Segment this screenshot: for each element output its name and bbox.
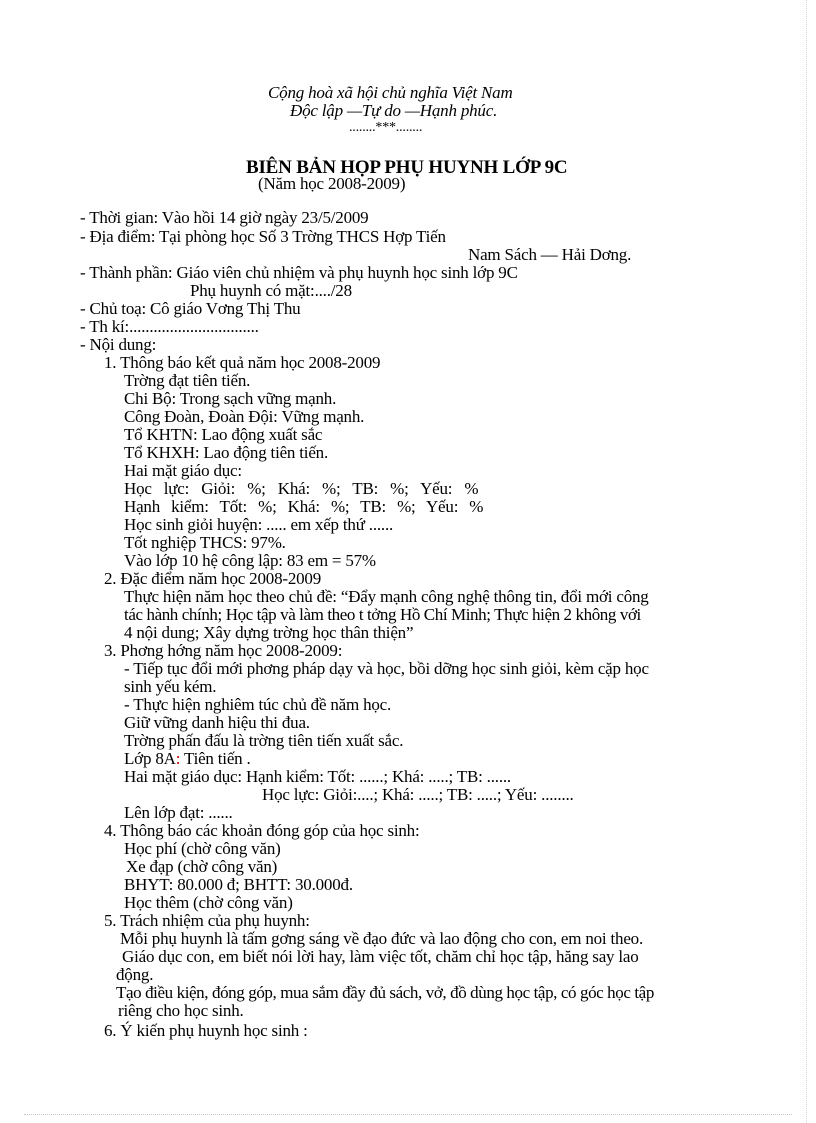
- section-4-line: Học thêm (chờ công văn): [124, 893, 293, 912]
- section-4-line: BHYT: 80.000 đ; BHTT: 30.000đ.: [124, 875, 353, 894]
- section-3-line: Giữ vững danh hiệu thi đua.: [124, 713, 310, 732]
- section-3-line: - Thực hiện nghiêm túc chủ đề năm học.: [124, 695, 392, 714]
- section-5-line: Giáo dục con, em biết nói lời hay, làm việc tốt, chăm chỉ học tập, hăng say lao: [122, 947, 639, 966]
- section-6-heading: 6. Ý kiến phụ huynh học sinh :: [104, 1021, 308, 1040]
- academic-line: Học lực: Giỏi:....; Khá: .....; TB: .....; Yếu: ........: [262, 785, 574, 804]
- section-2-heading: 2. Đặc điểm năm học 2008-2009: [104, 569, 322, 588]
- section-1-line: Tổ KHTN: Lao động xuất sắc: [124, 425, 323, 444]
- section-2-line: 4 nội dung; Xây dựng trờng học thân thiện”: [124, 623, 414, 642]
- meeting-time: - Thời gian: Vào hồi 14 giờ ngày 23/5/2009: [80, 208, 369, 227]
- section-2-line: Thực hiện năm học theo chủ đề: “Đẩy mạnh công nghệ thông tin, đổi mới công: [124, 587, 649, 606]
- motto-independence: Độc lập —Tự do —Hạnh phúc.: [290, 101, 498, 120]
- section-1-line: Chi Bộ: Trong sạch vững mạnh.: [124, 389, 337, 408]
- section-1-line: Tốt nghiệp THCS: 97%.: [124, 533, 286, 552]
- meeting-content-label: - Nội dung:: [80, 335, 157, 354]
- section-3-line: sinh yếu kém.: [124, 677, 217, 696]
- motto-country: Cộng hoà xã hội chủ nghĩa Việt Nam: [268, 83, 513, 102]
- section-5-line: riêng cho học sinh.: [118, 1001, 244, 1020]
- page-edge-bottom: [24, 1114, 792, 1115]
- meeting-place-cont: Nam Sách — Hải Dơng.: [468, 245, 632, 264]
- section-1-line: Trờng đạt tiên tiến.: [124, 371, 251, 390]
- section-2-line: tác hành chính; Học tập và làm theo t tởng Hồ Chí Minh; Thực hiện 2 không với: [124, 605, 641, 624]
- section-5-line: Mỗi phụ huynh là tấm gơng sáng về đạo đức và lao động cho con, em noi theo.: [120, 929, 644, 948]
- motto-separator: ........***........: [349, 120, 423, 135]
- conduct-line: Hai mặt giáo dục: Hạnh kiểm: Tốt: ......; Khá: .....; TB: ......: [124, 767, 511, 786]
- section-1-line: Công Đoàn, Đoàn Đội: Vững mạnh.: [124, 407, 365, 426]
- page-edge-right: [806, 0, 807, 1123]
- meeting-secretary: - Th kí:................................: [80, 317, 259, 336]
- section-1-line: Hạnh kiểm: Tốt: %; Khá: %; TB: %; Yếu: %: [124, 497, 484, 516]
- class-rating: [124, 749, 251, 768]
- document-title: BIÊN BẢN HỌP PHỤ HUYNH LỚP 9C: [246, 157, 568, 178]
- section-3-heading: 3. Phơng hớng năm học 2008-2009:: [104, 641, 343, 660]
- section-3-line: Trờng phấn đấu là trờng tiên tiến xuất sắc.: [124, 731, 404, 750]
- meeting-chair: - Chủ toạ: Cô giáo Vơng Thị Thu: [80, 299, 301, 318]
- meeting-members: - Thành phần: Giáo viên chủ nhiệm và phụ huynh học sinh lớp 9C: [80, 263, 518, 282]
- section-1-line: Vào lớp 10 hệ công lập: 83 em = 57%: [124, 551, 376, 570]
- section-1-line: Học sinh giỏi huyện: ..... em xếp thứ ......: [124, 515, 394, 534]
- section-3-line: - Tiếp tục đổi mới phơng pháp dạy và học, bồi dỡng học sinh giỏi, kèm cặp học: [124, 659, 649, 678]
- class-label: Lớp 8A: [124, 749, 176, 768]
- class-colon: :: [175, 749, 181, 768]
- section-1-line: Học lực: Giỏi: %; Khá: %; TB: %; Yếu: %: [124, 479, 479, 498]
- document-subtitle: (Năm học 2008-2009): [258, 174, 406, 193]
- section-4-line: Học phí (chờ công văn): [124, 839, 281, 858]
- promote-line: Lên lớp đạt: ......: [124, 803, 233, 822]
- section-1-heading: 1. Thông báo kết quả năm học 2008-2009: [104, 353, 381, 372]
- meeting-attendance: Phụ huynh có mặt:..../28: [190, 281, 352, 300]
- section-5-heading: 5. Trách nhiệm của phụ huynh:: [104, 911, 310, 930]
- section-4-heading: 4. Thông báo các khoản đóng góp của học sinh:: [104, 821, 420, 840]
- section-5-line: Tạo điều kiện, đóng góp, mua sắm đầy đủ sách, vở, đồ dùng học tập, có góc học tập: [116, 983, 654, 1002]
- section-1-line: Hai mặt giáo dục:: [124, 461, 242, 480]
- section-1-line: Tổ KHXH: Lao động tiên tiến.: [124, 443, 329, 462]
- meeting-place: - Địa điểm: Tại phòng học Số 3 Trờng THCS Hợp Tiến: [80, 227, 446, 246]
- section-5-line: động.: [116, 965, 154, 984]
- section-4-line: Xe đạp (chờ công văn): [126, 857, 278, 876]
- class-value: Tiên tiến .: [180, 749, 251, 768]
